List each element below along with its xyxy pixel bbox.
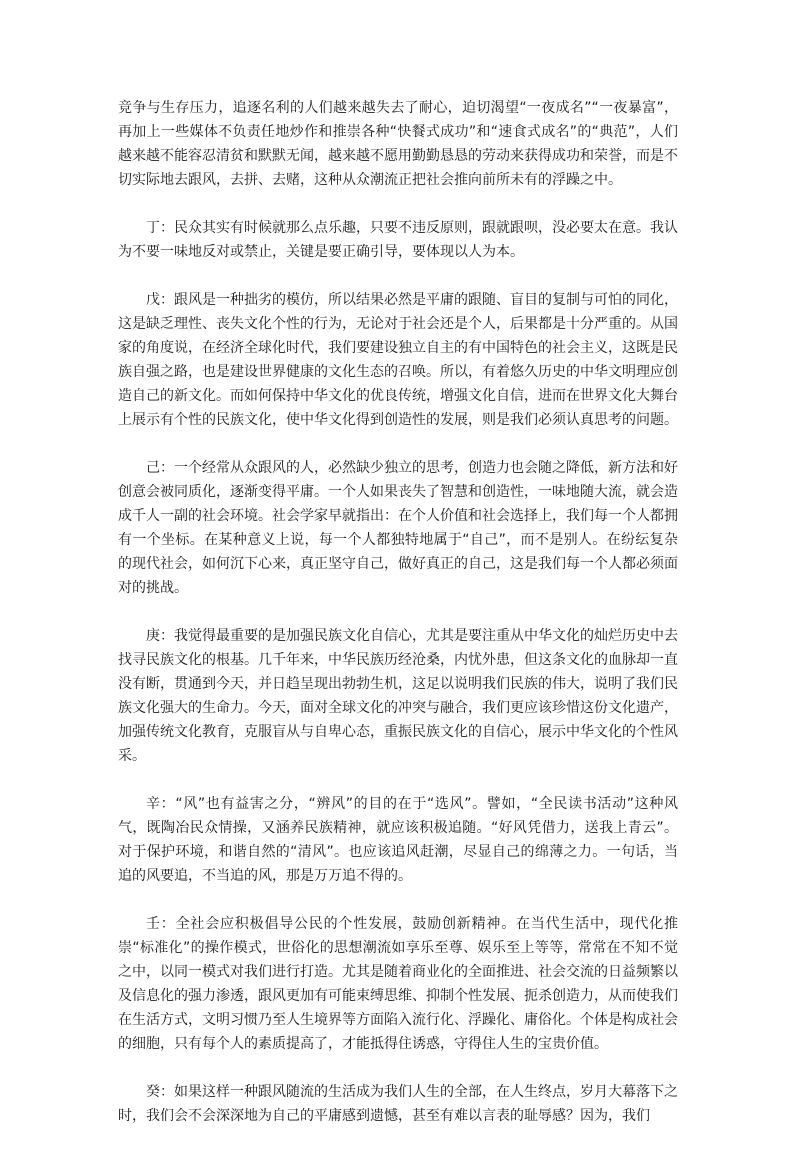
paragraph-wu: 戊：跟风是一种拙劣的模仿，所以结果必然是平庸的跟随、盲目的复制与可怕的同化，这是缺乏理性、丧失文化个性的行为，无论对于社会还是个人，后果都是十分严重的。从国家的角度说，在经济全球化时代，我们要建设独立自主的有中国特色的社会主义，这既是民族自强之路，也是建设世界健康的文化生态的召唤。所以，有着悠久历史的中华文明理应创造自己的新文化。而如何保持中华文化的优良传统，增强文化自信，进而在世界文化大舞台上展示有个性的民族文化，使中华文化得到创造性的发展，则是我们必须认真思考的问题。: [118, 292, 678, 428]
paragraph-intro: 竞争与生存压力，追逐名利的人们越来越失去了耐心，迫切渴望“一夜成名”“一夜暴富”，再加上一些媒体不负责任地炒作和推崇各种“快餐式成功”和“速食式成名”的“典范”，人们越来越不能容忍清贫和默默无闻，越来越不愿用勤勤恳恳的劳动来获得成功和荣誉，而是不切实际地去跟风，去拼、去赌，这种从众潮流正把社会推向前所未有的浮躁之中。: [118, 100, 678, 188]
document-page: [118, 96, 678, 1152]
paragraph-ren: 壬：全社会应积极倡导公民的个性发展，鼓励创新精神。在当代生活中，现代化推崇“标准化”的操作模式，世俗化的思想潮流如享乐至尊、娱乐至上等等，常常在不知不觉之中，以同一模式对我们进行打造。尤其是随着商业化的全面推进、社会交流的日益频繁以及信息化的强力渗透，跟风更加有可能束缚思维、抑制个性发展、扼杀创造力，从而使我们在生活方式，文明习惯乃至人生境界等方面陷入流行化、浮躁化、庸俗化。个体是构成社会的细胞，只有每个人的素质提高了，才能抵得住诱惑，守得住人生的宝贵价值。: [118, 916, 678, 1052]
paragraph-ji: 己：一个经常从众跟风的人，必然缺少独立的思考，创造力也会随之降低，新方法和好创意会被同质化，逐渐变得平庸。一个人如果丧失了智慧和创造性，一味地随大流，就会造成千人一副的社会环境。社会学家早就指出：在个人价值和社会选择上，我们每一个人都拥有一个坐标。在某种意义上说，每一个人都独特地属于“自己”，而不是别人。在纷纭复杂的现代社会，如何沉下心来，真正坚守自己，做好真正的自己，这是我们每一个人都必须面对的挑战。: [118, 460, 678, 596]
paragraph-gui: 癸：如果这样一种跟风随流的生活成为我们人生的全部，在人生终点，岁月大幕落下之时，我们会不会深深地为自己的平庸感到遗憾，甚至有难以言表的耻辱感？因为，我们: [118, 1084, 678, 1124]
paragraph-xin: 辛：“风”也有益害之分，“辨风”的目的在于“选风”。譬如，“全民读书活动”这种风气，既陶冶民众情操，又涵养民族精神，就应该积极追随。“好风凭借力，送我上青云”。对于保护环境，和谐自然的“清风”。也应该追风赶潮，尽显自己的绵薄之力。一句话，当追的风要追，不当追的风，那是万万追不得的。: [118, 796, 678, 884]
paragraph-geng: 庚：我觉得最重要的是加强民族文化自信心，尤其是要注重从中华文化的灿烂历史中去找寻民族文化的根基。几千年来，中华民族历经沧桑，内忧外患，但这条文化的血脉却一直没有断，贯通到今天，并日趋呈现出勃勃生机，这足以说明我们民族的伟大，说明了我们民族文化强大的生命力。今天，面对全球文化的冲突与融合，我们更应该珍惜这份文化遗产，加强传统文化教育，克服盲从与自卑心态，重振民族文化的自信心，展示中华文化的个性风采。: [118, 628, 678, 764]
paragraph-ding: 丁：民众其实有时候就那么点乐趣，只要不违反原则，跟就跟呗，没必要太在意。我认为不要一味地反对或禁止，关键是要正确引导，要体现以人为本。: [118, 220, 678, 260]
